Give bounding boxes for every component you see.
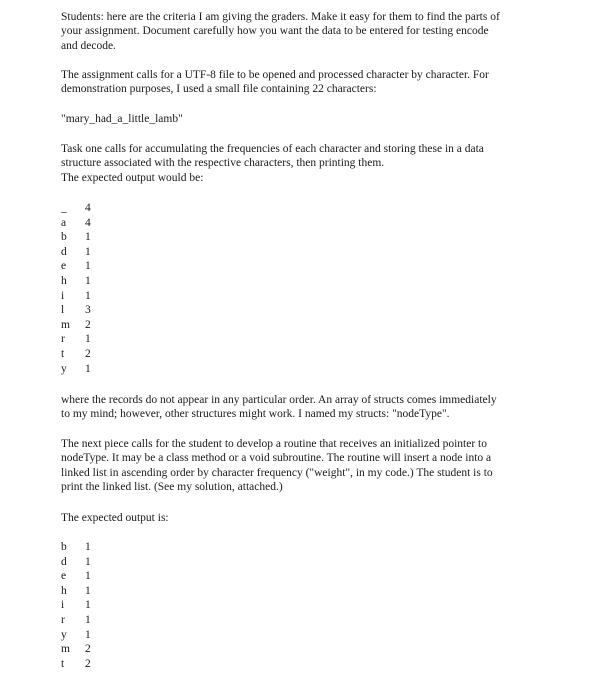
- text-line: Task one calls for accumulating the frequencies of each character and storing these in a data: [61, 143, 484, 155]
- count-cell: 4: [85, 202, 91, 214]
- records-note-paragraph: [61, 393, 551, 422]
- count-cell: 4: [85, 216, 91, 229]
- text-line: linked list in ascending order by character frequency ("weight", in my code.) The student is to: [61, 466, 493, 479]
- text-line: structure associated with the respective characters, then printing them.: [61, 157, 385, 170]
- text-line: The expected output is:: [61, 512, 169, 524]
- char-cell: d: [61, 555, 67, 568]
- char-cell: b: [61, 231, 67, 244]
- char-cell: i: [61, 289, 65, 302]
- count-cell: 2: [85, 643, 91, 656]
- count-cell: 1: [85, 289, 91, 302]
- count-cell: 1: [85, 584, 91, 597]
- count-cell: 1: [85, 541, 91, 553]
- intro-paragraph: [61, 10, 551, 53]
- char-cell: b: [61, 541, 67, 553]
- char-cell: l: [61, 304, 65, 317]
- text-line: print the linked list. (See my solution, attached.): [61, 481, 283, 494]
- char-cell: _: [61, 202, 67, 214]
- char-cell: e: [61, 570, 67, 583]
- char-cell: t: [61, 657, 65, 670]
- char-cell: r: [61, 613, 65, 626]
- char-cell: m: [61, 643, 70, 656]
- text-line: where the records do not appear in any particular order. An array of structs comes immediately: [61, 394, 497, 406]
- char-cell: r: [61, 333, 65, 346]
- sample-string: [61, 112, 551, 126]
- count-cell: 1: [85, 570, 91, 583]
- text-line: "mary_had_a_little_lamb": [61, 113, 183, 125]
- count-cell: 2: [85, 318, 91, 331]
- count-cell: 1: [85, 231, 91, 244]
- assignment-paragraph: [61, 68, 551, 97]
- text-line: Students: here are the criteria I am giving the graders. Make it easy for them to find the parts of: [61, 11, 500, 23]
- char-cell: a: [61, 216, 67, 229]
- count-cell: 1: [85, 555, 91, 568]
- char-cell: d: [61, 245, 67, 258]
- task-one-paragraph: [61, 142, 551, 185]
- count-cell: 1: [85, 260, 91, 273]
- text-line: demonstration purposes, I used a small file containing 22 characters:: [61, 83, 377, 96]
- char-cell: h: [61, 584, 67, 597]
- char-cell: m: [61, 318, 70, 331]
- expected-output-label: [61, 511, 551, 525]
- text-line: The assignment calls for a UTF-8 file to be opened and processed character by character. For: [61, 69, 489, 81]
- char-cell: t: [61, 347, 65, 360]
- text-line: The expected output would be:: [61, 171, 204, 184]
- count-cell: 1: [85, 613, 91, 626]
- count-cell: 1: [85, 362, 91, 375]
- char-cell: y: [61, 628, 67, 641]
- next-piece-paragraph: [61, 437, 551, 495]
- count-cell: 1: [85, 628, 91, 641]
- count-cell: 1: [85, 245, 91, 258]
- char-cell: i: [61, 599, 65, 612]
- text-line: and decode.: [61, 39, 116, 52]
- char-cell: e: [61, 260, 67, 273]
- count-cell: 1: [85, 599, 91, 612]
- count-cell: 1: [85, 274, 91, 287]
- text-line: your assignment. Document carefully how you want the data to be entered for testing encode: [61, 25, 489, 38]
- count-cell: 3: [85, 304, 91, 317]
- text-line: The next piece calls for the student to develop a routine that receives an initialized pointer to: [61, 438, 487, 450]
- text-line: nodeType. It may be a class method or a void subroutine. The routine will insert a node into a: [61, 452, 492, 465]
- count-cell: 2: [85, 657, 91, 670]
- char-cell: y: [61, 362, 67, 375]
- count-cell: 2: [85, 347, 91, 360]
- count-cell: 1: [85, 333, 91, 346]
- char-cell: h: [61, 274, 67, 287]
- text-line: to my mind; however, other structures might work. I named my structs: "nodeType".: [61, 408, 450, 421]
